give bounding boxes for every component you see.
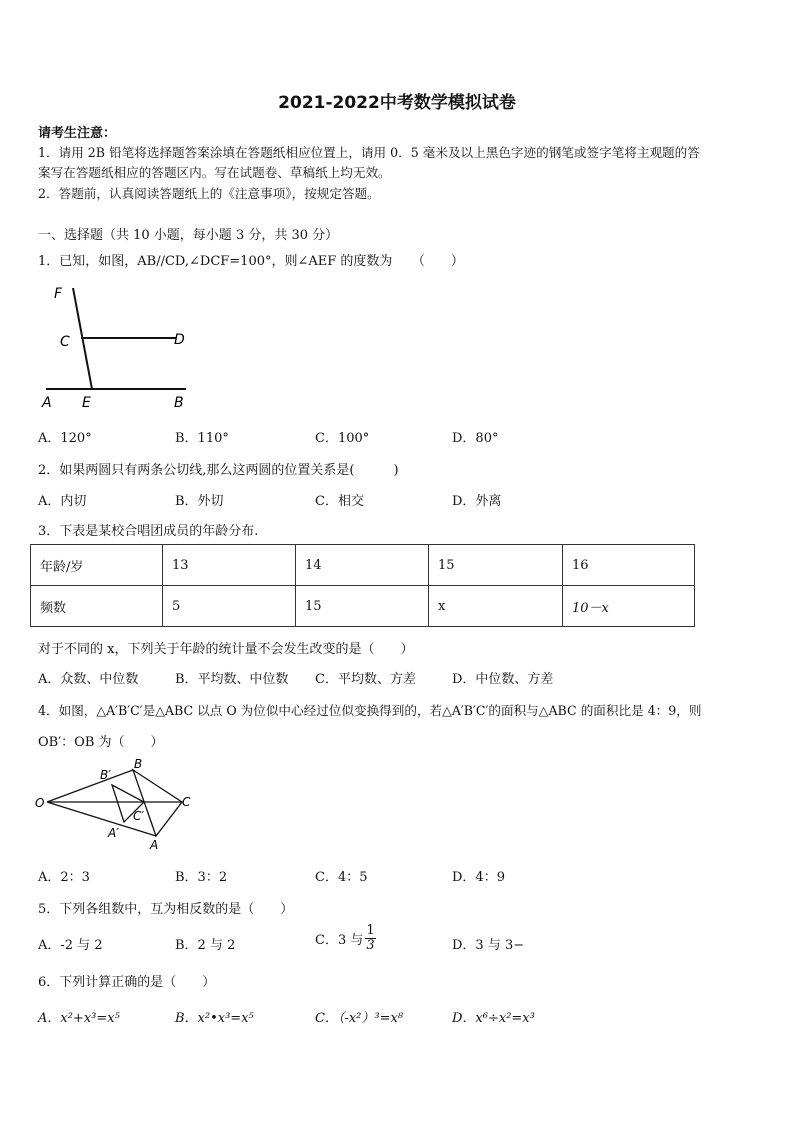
q4-label-a1: A′ xyxy=(108,826,119,840)
q4-option-c: C．4：5 xyxy=(315,870,368,885)
q1-label-c: C xyxy=(60,334,70,350)
table-cell: 年龄/岁 xyxy=(31,545,163,586)
q6-option-c: C．（-x²）³=x⁸ xyxy=(315,1011,404,1026)
q4-ray-ob xyxy=(47,770,133,802)
q6-option-d: D．x⁶÷x²=x³ xyxy=(452,1011,535,1026)
q4-label-a: A xyxy=(150,838,159,852)
q2-option-a: A．内切 xyxy=(38,494,87,509)
table-cell: 16 xyxy=(563,545,695,586)
q5-fraction xyxy=(365,924,375,953)
q3-after: 对于不同的 x，下列关于年龄的统计量不会发生改变的是（ ） xyxy=(38,642,414,657)
q2-option-c: C．相交 xyxy=(315,494,364,509)
q4-label-c1: C′ xyxy=(133,809,145,823)
q5-option-c: C．3 与 xyxy=(315,933,364,948)
q1-option-c: C．100° xyxy=(315,431,370,446)
q3-stem: 3．下表是某校合唱团成员的年龄分布. xyxy=(38,524,259,539)
q6-option-a: A．x²+x³=x⁵ xyxy=(38,1011,120,1026)
q5-option-a: A．-2 与 2 xyxy=(38,938,103,953)
q5-option-d: D．3 与 3− xyxy=(452,938,525,953)
q3-option-d: D．中位数、方差 xyxy=(452,672,554,687)
q1-option-a: A．120° xyxy=(38,431,92,446)
q5-option-b: B．2 与 2 xyxy=(175,938,236,953)
notice-line-1b: 案写在答题纸相应的答题区内。写在试题卷、草稿纸上均无效。 xyxy=(38,165,391,180)
q1-stem: 1．已知，如图，AB//CD,∠DCF=100°，则∠AEF 的度数为 （ ） xyxy=(38,254,464,269)
table-cell: 10－x xyxy=(563,586,695,627)
notice-line-2: 2．答题前，认真阅读答题纸上的《注意事项》，按规定答题。 xyxy=(38,186,380,201)
q4-label-c: C xyxy=(182,795,191,809)
q5-stem: 5．下列各组数中，互为相反数的是（ ） xyxy=(38,902,294,917)
q5-frac-den: 3 xyxy=(366,938,375,953)
q4-label-b1: B′ xyxy=(100,768,111,782)
q4-label-b: B xyxy=(134,757,143,771)
q1-label-b: B xyxy=(174,395,184,411)
notice-line-1a: 1．请用 2B 铅笔将选择题答案涂填在答题纸相应位置上，请用 0．5 毫米及以上黑色字迹的钢笔或签字笔将主观题的答 xyxy=(38,145,700,160)
q4-label-o: O xyxy=(35,796,45,810)
table-cell: 13 xyxy=(163,545,296,586)
notice-heading: 请考生注意： xyxy=(38,126,117,141)
q1-label-e: E xyxy=(82,395,91,411)
age-table xyxy=(30,544,695,627)
q4-option-d: D．4：9 xyxy=(452,870,505,885)
q3-option-c: C．平均数、方差 xyxy=(315,672,416,687)
section-heading: 一、选择题（共 10 小题，每小题 3 分，共 30 分） xyxy=(38,228,339,243)
q6-stem: 6．下列计算正确的是（ ） xyxy=(38,975,216,990)
q1-label-a: A xyxy=(42,395,52,411)
q4-stem-a: 4．如图，△A′B′C′是△ABC 以点 O 为位似中心经过位似变换得到的，若△A′B′C′的面积与△ABC 的面积比是 4：9，则 xyxy=(38,703,702,718)
q1-label-f: F xyxy=(54,286,63,302)
table-cell: 5 xyxy=(163,586,296,627)
q2-option-d: D．外离 xyxy=(452,494,502,509)
table-row xyxy=(31,586,695,627)
table-cell: 频数 xyxy=(31,586,163,627)
table-cell: 15 xyxy=(429,545,563,586)
table-row xyxy=(31,545,695,586)
q4-option-a: A．2：3 xyxy=(38,870,90,885)
q5-option-c-wrap xyxy=(315,924,376,953)
q1-figure xyxy=(36,278,196,412)
q3-option-a: A．众数、中位数 xyxy=(38,672,139,687)
q2-option-b: B．外切 xyxy=(175,494,224,509)
q5-frac-num: 1 xyxy=(366,923,375,938)
q1-label-d: D xyxy=(174,332,185,348)
q3-option-b: B．平均数、中位数 xyxy=(175,672,289,687)
q4-triangle-abc xyxy=(133,770,182,836)
q4-figure xyxy=(32,755,200,855)
q2-stem: 2．如果两圆只有两条公切线,那么这两圆的位置关系是( ) xyxy=(38,463,399,478)
q4-option-b: B．3：2 xyxy=(175,870,228,885)
q6-option-b: B．x²•x³=x⁵ xyxy=(175,1011,254,1026)
page-title: 2021-2022中考数学模拟试卷 xyxy=(278,93,516,113)
table-cell: 15 xyxy=(296,586,429,627)
q4-stem-b: OB′：OB 为（ ） xyxy=(38,735,164,750)
q1-option-d: D．80° xyxy=(452,431,499,446)
table-cell: x xyxy=(429,586,563,627)
q1-option-b: B．110° xyxy=(175,431,229,446)
table-cell: 14 xyxy=(296,545,429,586)
